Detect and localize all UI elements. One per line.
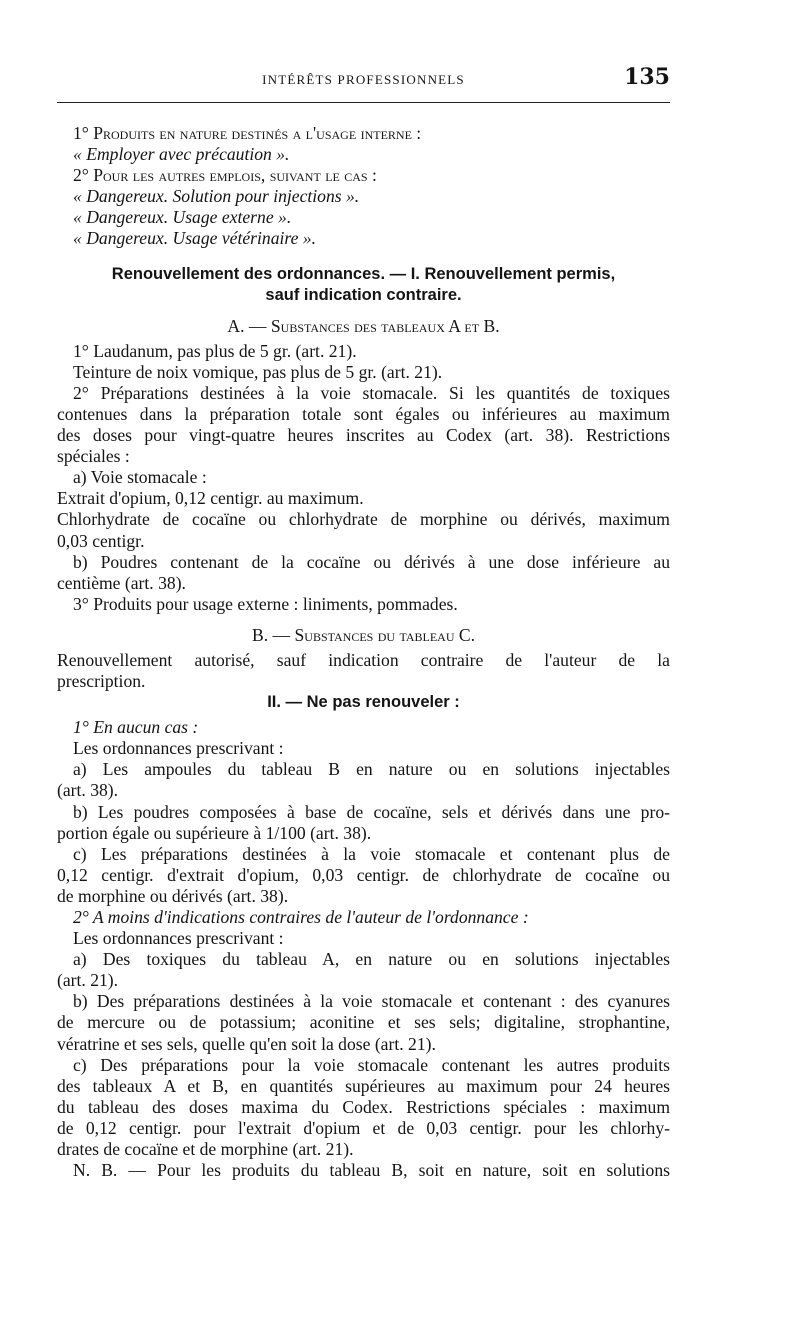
section-ii-body (57, 717, 670, 1181)
paragraph-line: N. B. — Pour les produits du tableau B, soit en nature, soit en solutions (73, 1160, 670, 1181)
page-number: 135 (624, 64, 670, 90)
paragraph-line: contenues dans la préparation totale sont égales ou inférieures au maximum (57, 403, 670, 424)
paragraph-line: c) Des préparations pour la voie stomacale contenant les autres produits (73, 1054, 670, 1075)
paragraph-line: prescription. (57, 671, 146, 692)
paragraph-line: a) Voie stomacale : (73, 467, 207, 488)
paragraph-line: 0,12 centigr. d'extrait d'opium, 0,03 centigr. de chlorhydrate de cocaïne ou (57, 864, 670, 885)
list-item: 1° Produits en nature destinés a l'usage interne : (73, 123, 422, 143)
heading-renouvellement-line2: sauf indication contraire. (265, 285, 462, 304)
paragraph-line: drates de cocaïne et de morphine (art. 21). (57, 1139, 354, 1160)
paragraph-line: b) Des préparations destinées à la voie stomacale et contenant : des cyanures (73, 991, 670, 1012)
paragraph-line: de mercure ou de potassium; aconitine et ses sels; digitaline, strophantine, (57, 1012, 670, 1033)
paragraph-line: a) Des toxiques du tableau A, en nature ou en solutions injectables (73, 949, 670, 970)
paragraph-line: Chlorhydrate de cocaïne ou chlorhydrate de morphine ou dérivés, maximum (57, 509, 670, 530)
list-item: 2° Pour les autres emplois, suivant le cas : (73, 165, 377, 186)
paragraph-line: Extrait d'opium, 0,12 centigr. au maximum. (57, 488, 364, 509)
list-item: « Employer avec précaution ». (73, 144, 290, 165)
paragraph-line: Les ordonnances prescrivant : (73, 738, 284, 759)
paragraph-line: 2° A moins d'indications contraires de l'auteur de l'ordonnance : (73, 907, 529, 927)
paragraph-line: de 0,12 centigr. pour l'extrait d'opium et de 0,03 centigr. pour les chlorhy- (57, 1117, 670, 1138)
paragraph-line: de morphine ou dérivés (art. 38). (57, 885, 289, 906)
paragraph-line: des tableaux A et B, en quantités supérieures au maximum pour 24 heures (57, 1075, 670, 1096)
paragraph-line: spéciales : (57, 446, 130, 467)
section-a-title: A. — Substances des tableaux A et B. (227, 315, 500, 336)
paragraph-line: des doses pour vingt-quatre heures inscrites au Codex (art. 38). Restrictions (57, 425, 670, 446)
running-title: INTÉRÊTS PROFESSIONNELS (262, 72, 465, 87)
section-b-body (57, 650, 670, 692)
paragraph-line: (art. 21). (57, 970, 119, 991)
paragraph-line: 1° Laudanum, pas plus de 5 gr. (art. 21). (73, 340, 357, 361)
page-header (57, 64, 670, 94)
paragraph-line: du tableau des doses maxima du Codex. Restrictions spéciales : maximum (57, 1096, 670, 1117)
paragraph-line: (art. 38). (57, 780, 119, 801)
paragraph-line: b) Poudres contenant de la cocaïne ou dérivés à une dose inférieure au (73, 551, 670, 572)
paragraph-line: Les ordonnances prescrivant : (73, 928, 284, 949)
list-item: « Dangereux. Usage externe ». (73, 207, 292, 228)
section-b-title: B. — Substances du tableau C. (251, 624, 476, 645)
paragraph-line: 3° Produits pour usage externe : liniments, pommades. (73, 593, 458, 614)
paragraph-line: centième (art. 38). (57, 572, 186, 593)
list-item: « Dangereux. Usage vétérinaire ». (73, 228, 316, 249)
paragraph-line: vératrine et ses sels, quelle qu'en soit la dose (art. 21). (57, 1033, 436, 1054)
heading-renouvellement-line1: Renouvellement des ordonnances. — I. Renouvellement permis, (111, 264, 616, 283)
paragraph-line: c) Les préparations destinées à la voie stomacale et contenant plus de (73, 843, 670, 864)
paragraph-line: 0,03 centigr. (57, 530, 145, 551)
heading-ne-pas-renouveler: II. — Ne pas renouveler : (267, 693, 460, 712)
section-a-body (57, 341, 670, 615)
list-item: « Dangereux. Solution pour injections ». (73, 186, 360, 207)
paragraph-line: 2° Préparations destinées à la voie stomacale. Si les quantités de toxiques (73, 382, 670, 403)
paragraph-line: b) Les poudres composées à base de cocaïne, sels et dérivés dans une pro- (73, 801, 670, 822)
header-rule (57, 102, 670, 103)
paragraph-line: Renouvellement autorisé, sauf indication contraire de l'auteur de la (57, 649, 670, 670)
paragraph-line: a) Les ampoules du tableau B en nature ou en solutions injectables (73, 759, 670, 780)
paragraph-line: portion égale ou supérieure à 1/100 (art. 38). (57, 822, 372, 843)
document-page (57, 64, 670, 1181)
paragraph-line: Teinture de noix vomique, pas plus de 5 gr. (art. 21). (73, 361, 443, 382)
list-emplois (57, 123, 670, 250)
paragraph-line: 1° En aucun cas : (73, 717, 199, 738)
